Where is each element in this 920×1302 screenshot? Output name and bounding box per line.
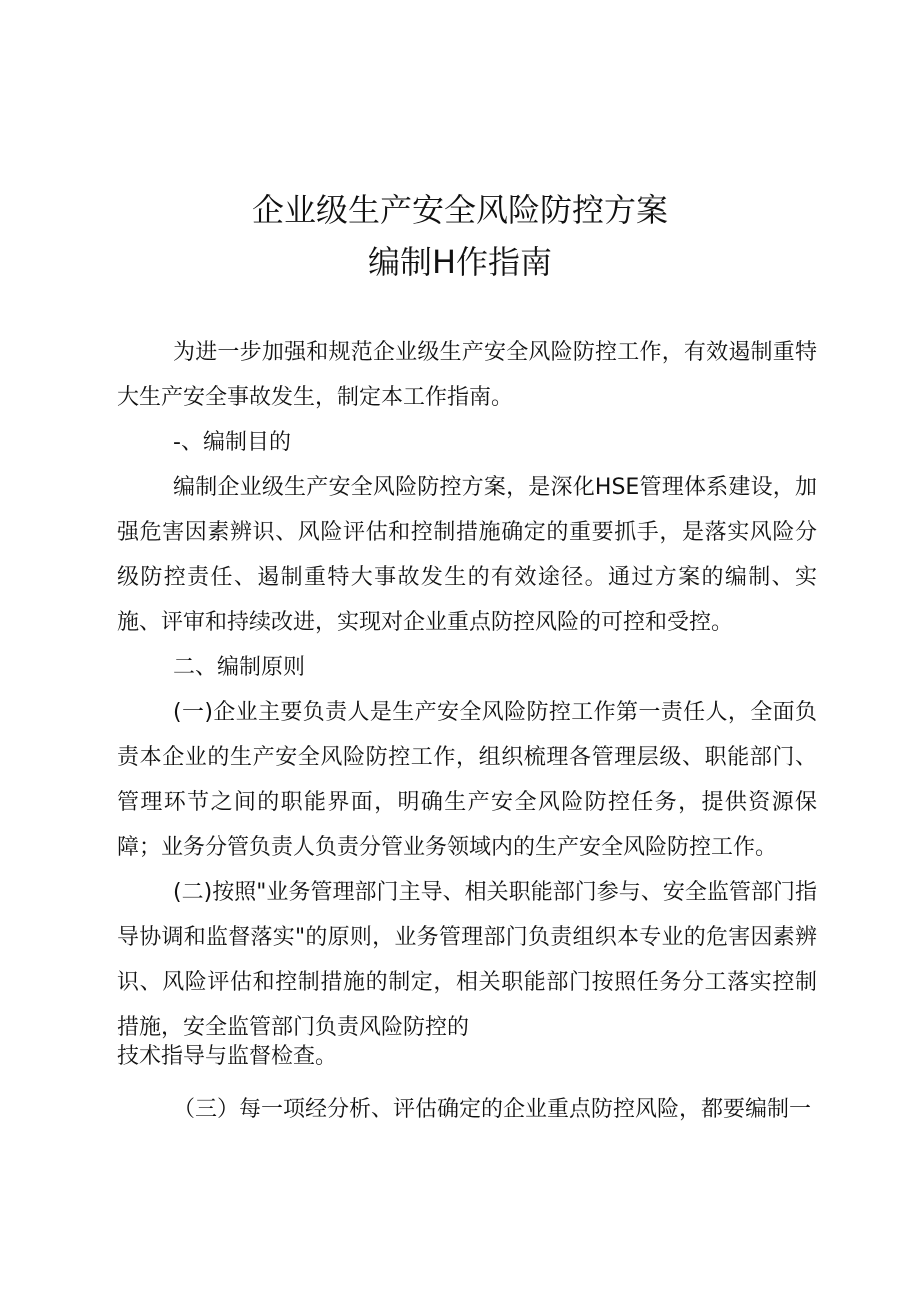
document-title-line1: 企业级生产安全风险防控方案 bbox=[251, 191, 668, 229]
document-body bbox=[117, 330, 817, 1050]
principle-paragraph-2: (二)按照"业务管理部门主导、相关职能部门参与、安全监管部门指导协调和监督落实"的原则，业务管理部门负责组织本专业的危害因素辨识、风险评估和控制措施的制定，相关职能部门按照任务分工落实控制措施，安全监管部门负责风险防控的 bbox=[117, 880, 817, 1040]
purpose-paragraph: 编制企业级生产安全风险防控方案，是深化HSE管理体系建设，加强危害因素辨识、风险评估和控制措施确定的重要抓手，是落实风险分级防控责任、遏制重特大事故发生的有效途径。通过方案的编制、实施、评审和持续改进，实现对企业重点防控风险的可控和受控。 bbox=[117, 475, 817, 635]
section-heading-principles: 二、编制原则 bbox=[173, 655, 306, 680]
section-heading-purpose: -、编制目的 bbox=[173, 430, 291, 455]
principle-paragraph-1: (一)企业主要负责人是生产安全风险防控工作第一责任人，全面负责本企业的生产安全风险防控工作，组织梳理各管理层级、职能部门、管理环节之间的职能界面，明确生产安全风险防控任务，提供资源保障；业务分管负责人负责分管业务领域内的生产安全风险防控工作。 bbox=[117, 700, 817, 860]
document-title-line2: 编制H作指南 bbox=[367, 243, 553, 281]
principle-paragraph-3: （三）每一项经分析、评估确定的企业重点防控风险，都要编制一 bbox=[173, 1097, 812, 1122]
document-body-continued bbox=[117, 1034, 817, 1132]
continuation-paragraph: 技术指导与监督检查。 bbox=[117, 1044, 338, 1069]
intro-paragraph: 为进一步加强和规范企业级生产安全风险防控工作，有效遏制重特大生产安全事故发生，制定本工作指南。 bbox=[117, 340, 817, 410]
